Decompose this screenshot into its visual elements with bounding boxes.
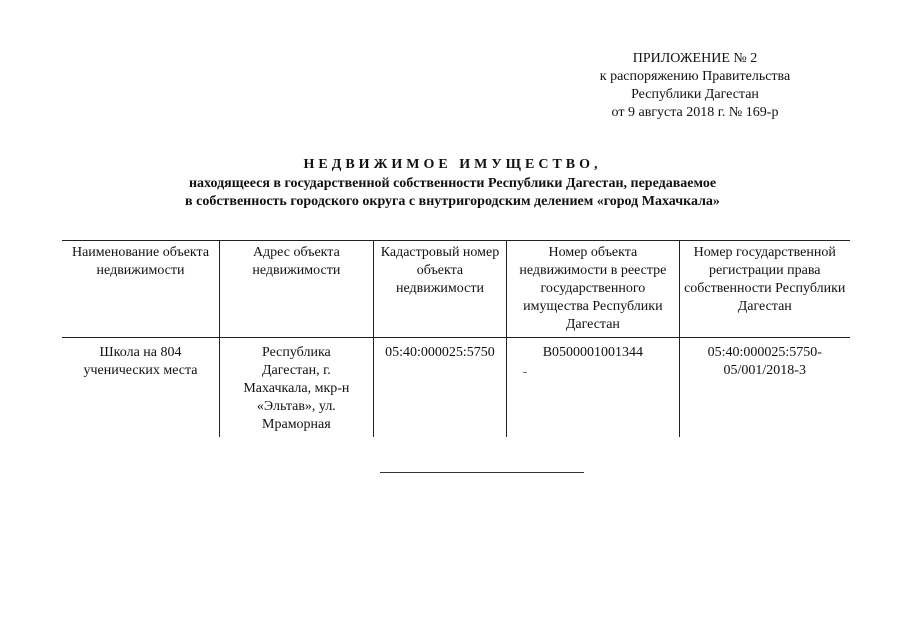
- cell-object-name: Школа на 804 ученических места: [83, 345, 198, 378]
- closing-divider: [380, 472, 584, 473]
- cell-address: Республика Дагестан, г. Махачкала, мкр-н «Эльтав», ул. Мраморная: [220, 338, 374, 438]
- appendix-title: ПРИЛОЖЕНИЕ № 2: [632, 51, 758, 66]
- table-row: [62, 338, 850, 438]
- appendix-header: [575, 50, 815, 122]
- document-title: [0, 155, 905, 211]
- header-registry-number: Номер объекта недвижимости в реестре государственного имущества Республики Дагестан: [507, 241, 679, 338]
- title-main: НЕДВИЖИМОЕ ИМУЩЕСТВО,: [303, 157, 602, 172]
- cell-cadastral-number: 05:40:000025:5750: [373, 338, 507, 438]
- title-subtitle-line2: в собственность городского округа с внутригородским делением «город Махачкала»: [185, 194, 720, 209]
- header-object-name: Наименование объекта недвижимости: [62, 241, 220, 338]
- header-address: Адрес объекта недвижимости: [220, 241, 374, 338]
- property-table: [62, 240, 850, 437]
- appendix-date-number: от 9 августа 2018 г. № 169-р: [611, 105, 779, 120]
- cell-registration-number: 05:40:000025:5750-05/001/2018-3: [679, 338, 850, 438]
- table-header-row: [62, 241, 850, 338]
- scan-speck: [523, 372, 527, 373]
- cell-registry-number: В0500001001344: [507, 338, 679, 438]
- appendix-reference: к распоряжению Правительства: [599, 69, 791, 84]
- title-subtitle-line1: находящееся в государственной собственности Республики Дагестан, передаваемое: [188, 176, 717, 191]
- appendix-government: Республики Дагестан: [631, 87, 759, 102]
- header-registration-number: Номер государственной регистрации права собственности Республики Дагестан: [679, 241, 850, 338]
- header-cadastral-number: Кадастровый номер объекта недвижимости: [373, 241, 507, 338]
